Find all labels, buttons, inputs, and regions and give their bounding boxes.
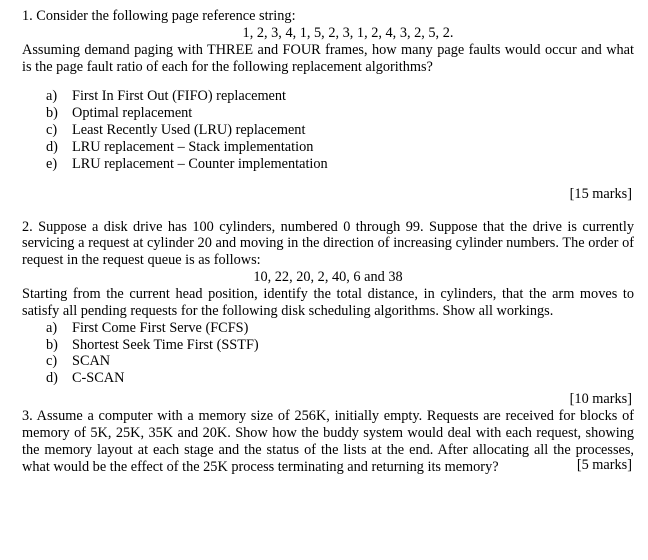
list-item-marker: a) xyxy=(46,88,58,105)
list-item-marker: c) xyxy=(46,122,58,139)
question-2-body-continued: Starting from the current head position, identify the total distance, in cylinders, that the arm moves to satisfy all pending requests for the following disk scheduling algorithms. Show all workings. xyxy=(22,286,634,319)
list-item-label: LRU replacement – Stack implementation xyxy=(72,139,314,156)
question-1-options xyxy=(22,88,634,172)
question-3 xyxy=(22,408,634,474)
question-2-body: 2. Suppose a disk drive has 100 cylinders, numbered 0 through 99. Suppose that the drive is currently servicing a request at cylinder 20 and moving in the direction of increasing cylinder numbers. The order of request in the request queue is as follows: xyxy=(22,218,634,269)
question-1-intro: 1. Consider the following page reference string: xyxy=(22,8,296,24)
list-item-label: LRU replacement – Counter implementation xyxy=(72,155,328,172)
list-item-marker: c) xyxy=(46,353,58,370)
list-item-marker: d) xyxy=(46,370,58,387)
spacer xyxy=(22,173,634,186)
question-1-marks: [15 marks] xyxy=(569,185,632,202)
list-item-marker: d) xyxy=(46,139,58,156)
list-item xyxy=(22,156,634,173)
question-2-options xyxy=(22,320,634,387)
spacer xyxy=(22,75,634,88)
list-item xyxy=(22,337,634,354)
list-item xyxy=(22,353,634,370)
list-item xyxy=(22,122,634,139)
list-item xyxy=(22,105,634,122)
list-item xyxy=(22,88,634,105)
list-item-marker: b) xyxy=(46,105,58,122)
list-item-marker: a) xyxy=(46,319,58,336)
list-item xyxy=(22,139,634,156)
question-1-body: Assuming demand paging with THREE and FOUR frames, how many page faults would occur and what is the page fault ratio of each for the following replacement algorithms? xyxy=(22,41,634,75)
list-item-label: C-SCAN xyxy=(72,370,125,387)
list-item-label: Optimal replacement xyxy=(72,105,193,122)
question-3-body: 3. Assume a computer with a memory size of 256K, initially empty. Requests are received for blocks of memory of 5K, 25K, 35K and 20K. Show how the buddy system would deal with each request, showing the memory layout at each stage and the status of the lists at the end. After allocating all the processes, what would be the effect of the 25K process terminating and returning its memory? xyxy=(22,408,634,475)
question-2 xyxy=(22,219,634,408)
question-1 xyxy=(22,8,634,203)
list-item xyxy=(22,320,634,337)
list-item-marker: e) xyxy=(46,155,58,172)
question-3-marks: [5 marks] xyxy=(576,457,632,474)
list-item-label: SCAN xyxy=(72,353,111,370)
list-item-label: Least Recently Used (LRU) replacement xyxy=(72,122,306,139)
question-2-marks: [10 marks] xyxy=(569,391,632,408)
list-item-label: First Come First Serve (FCFS) xyxy=(72,319,249,336)
question-1-reference-string: 1, 2, 3, 4, 1, 5, 2, 3, 1, 2, 4, 3, 2, 5, 2. xyxy=(242,24,454,41)
list-item-label: First In First Out (FIFO) replacement xyxy=(72,88,287,105)
question-2-request-queue: 10, 22, 20, 2, 40, 6 and 38 xyxy=(253,269,403,286)
list-item-marker: b) xyxy=(46,336,58,353)
list-item xyxy=(22,370,634,387)
spacer xyxy=(22,203,634,219)
list-item-label: Shortest Seek Time First (SSTF) xyxy=(72,336,259,353)
